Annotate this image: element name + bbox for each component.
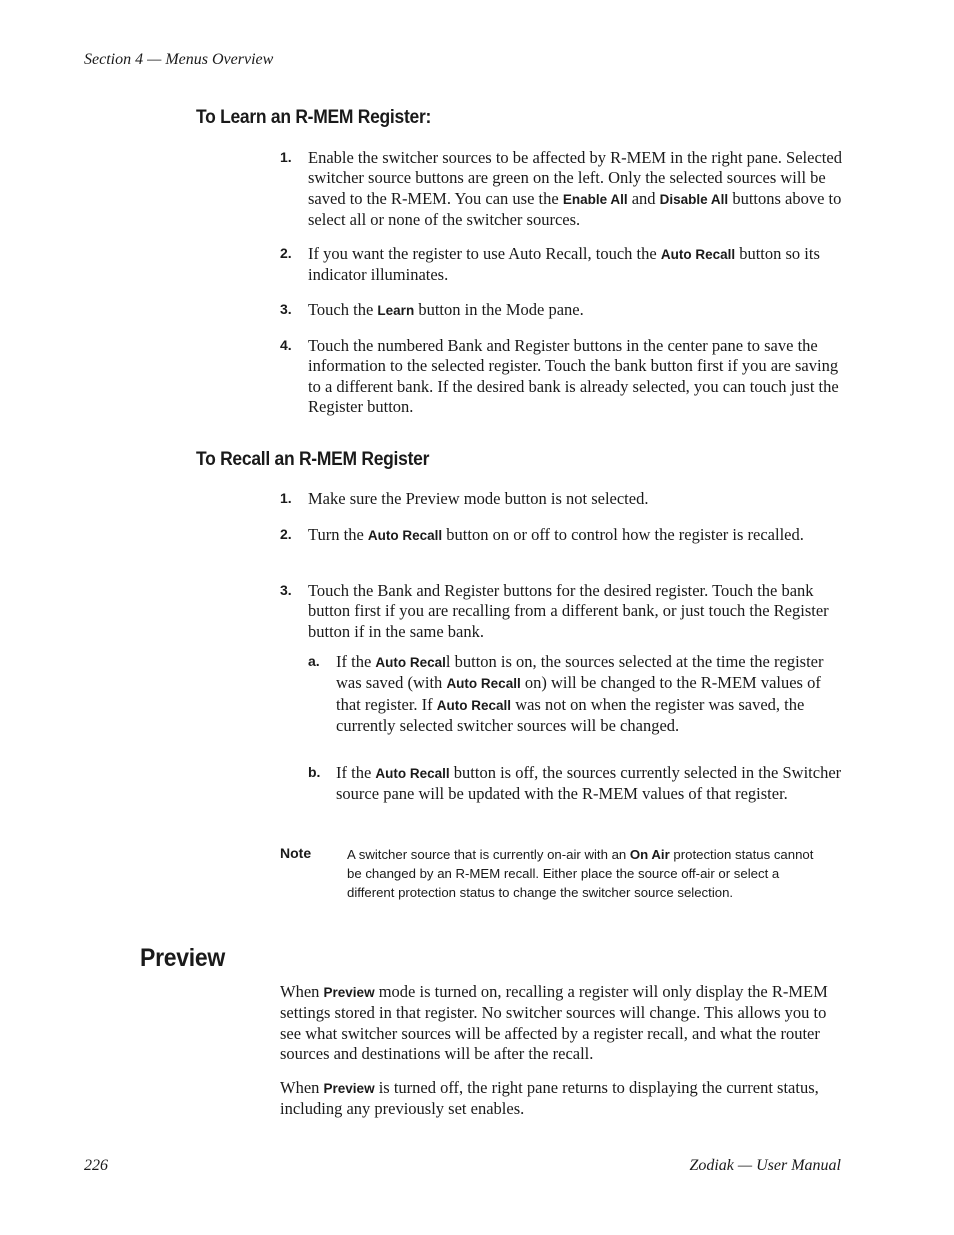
preview-label: Preview [323, 1081, 375, 1096]
recall-step-2 [280, 525, 846, 546]
auto-recall-label: Auto Recall [367, 528, 443, 543]
step-text: Touch the numbered Bank and Register buttons in the center pane to save the information to the selected register. Touch the bank button first if you are saving to a different bank. If the desired bank is already selected, you can touch just the Register button. [308, 336, 839, 416]
recall-substep-b [308, 763, 846, 805]
auto-recall-label: Auto Recall [436, 697, 512, 713]
manual-title: Zodiak — User Manual [689, 1157, 841, 1174]
substep-text: If the Auto Recall button is off, the sources currently selected in the Switcher source pane will be updated with the R-MEM values of that register. [336, 763, 842, 804]
step-text: Touch the Learn button in the Mode pane. [308, 300, 584, 319]
recall-step-3 [280, 581, 846, 642]
learn-heading: To Learn an R-MEM Register: [196, 107, 432, 128]
learn-label: Learn [377, 303, 415, 318]
step-number: 4. [280, 337, 292, 353]
learn-step-2 [280, 244, 846, 286]
note-text: A switcher source that is currently on-air with an On Air protection status cannot be changed by an R-MEM recall. Either place the source off-air or select a different protection status to change the switcher source selection. [347, 847, 814, 900]
substep-text: If the Auto Recall button is on, the sources selected at the time the register was saved (with Auto Recall on) will be changed to the R-MEM values of that register. If Auto Recall was not on when the register was saved, the currently selected switcher sources will be changed. [336, 652, 824, 735]
learn-step-4 [280, 336, 846, 417]
step-number: 2. [280, 245, 292, 261]
preview-paragraph-1: When Preview mode is turned on, recalling a register will only display the R-MEM settings stored in that register. No switcher sources will change. This allows you to see what switcher sources will be affected by a register recall, and what the router sources and destinations will be after the recall. [280, 982, 828, 1063]
step-text: Make sure the Preview mode button is not selected. [308, 489, 649, 508]
auto-recall-label: Auto Recall [446, 676, 521, 692]
preview-label: Preview [323, 985, 375, 1000]
step-number: 1. [280, 149, 292, 165]
recall-heading: To Recall an R-MEM Register [196, 449, 430, 470]
step-text: If you want the register to use Auto Recall, touch the Auto Recall button so its indicator illuminates. [308, 244, 820, 285]
step-number: 3. [280, 582, 292, 598]
step-text: Enable the switcher sources to be affected by R-MEM in the right pane. Selected switcher source buttons are green on the left. Only the selected sources will be saved to the R-MEM. You can use the Enable All and Disable All buttons above to select all or none of the switcher sources. [308, 148, 842, 229]
learn-step-1 [280, 148, 846, 230]
note-label: Note [280, 845, 312, 861]
page-number: 226 [84, 1157, 108, 1174]
recall-step-1 [280, 489, 846, 509]
step-number: 1. [280, 490, 292, 506]
on-air-label: On Air [629, 847, 670, 862]
step-number: 3. [280, 301, 292, 317]
auto-recall-label: Auto Recall [375, 766, 450, 781]
learn-step-3 [280, 300, 846, 321]
auto-recall-label: Auto Recal [375, 655, 446, 670]
preview-heading: Preview [140, 944, 226, 972]
recall-substep-a [308, 652, 846, 736]
disable-all-label: Disable All [659, 191, 729, 207]
running-head: Section 4 — Menus Overview [84, 51, 274, 68]
step-text: Turn the Auto Recall button on or off to control how the register is recalled. [308, 525, 804, 544]
substep-letter: b. [308, 764, 321, 780]
substep-letter: a. [308, 653, 320, 669]
preview-paragraph-2: When Preview is turned off, the right pane returns to displaying the current status, including any previously set enables. [280, 1078, 819, 1119]
step-number: 2. [280, 526, 292, 542]
step-text: Touch the Bank and Register buttons for the desired register. Touch the bank button first if you are recalling from a different bank, or just touch the Register button if in the same bank. [308, 581, 829, 641]
enable-all-label: Enable All [562, 191, 628, 207]
auto-recall-label: Auto Recall [660, 247, 736, 262]
